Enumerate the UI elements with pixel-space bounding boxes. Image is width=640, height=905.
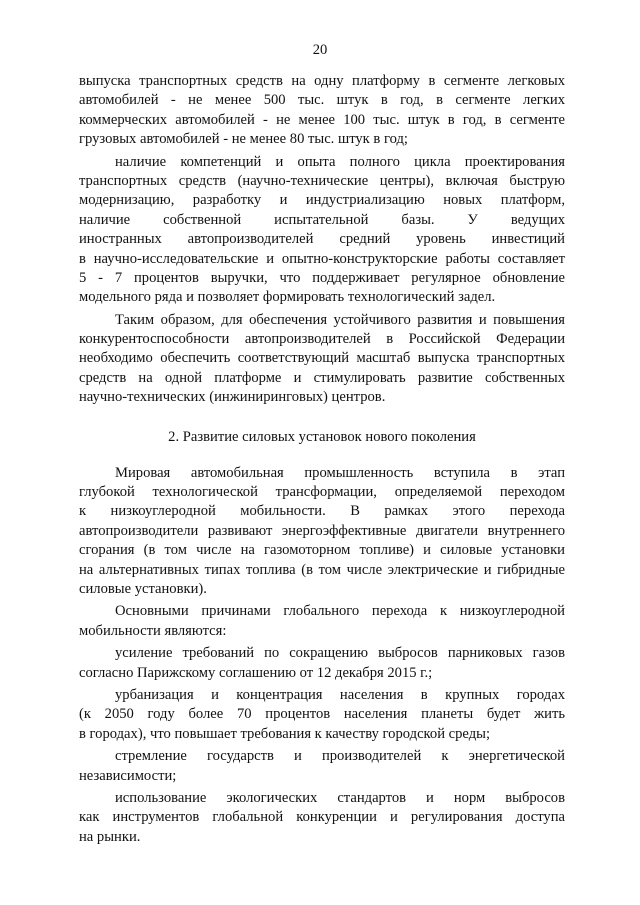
text-line: модернизацию, разработку и индустриализацию новых платформ,	[79, 192, 565, 209]
text-line: конкурентоспособности автопроизводителей в Российской Федерации	[79, 331, 565, 348]
engineering-competence-paragraph	[79, 153, 565, 308]
text-line: Мировая автомобильная промышленность вступила в этап	[115, 464, 565, 481]
text-line: как инструментов глобальной конкуренции и регулирования доступа	[79, 809, 565, 826]
text-line: Основными причинами глобального перехода к низкоуглеродной	[115, 603, 565, 620]
text-line: средств на одной платформе и стимулировать развитие собственных	[79, 369, 565, 386]
text-line: наличие собственной испытательной базы. У ведущих	[79, 211, 565, 228]
reasons-intro-paragraph	[79, 602, 565, 641]
text-line: сгорания (в том числе на газомоторном топливе) и силовые установки	[79, 542, 565, 559]
text-line: согласно Парижскому соглашению от 12 декабря 2015 г.;	[79, 664, 433, 681]
text-line: глубокой технологической трансформации, определяемой переходом	[79, 484, 565, 501]
text-line: использование экологических стандартов и норм выбросов	[115, 789, 565, 806]
text-line: стремление государств и производителей к энергетической	[115, 748, 565, 765]
document-body	[79, 72, 565, 847]
text-line: мобильности являются:	[79, 622, 227, 639]
text-line: необходимо обеспечить соответствующий масштаб выпуска транспортных	[79, 350, 565, 367]
text-line: в научно-исследовательские и опытно-конструкторские работы составляет	[79, 250, 565, 267]
text-line: грузовых автомобилей - не менее 80 тыс. штук в год;	[79, 131, 408, 148]
text-line: автомобилей - не менее 500 тыс. штук в год, в сегменте легких	[79, 92, 565, 109]
emissions-requirements-item	[79, 644, 565, 683]
text-line: на альтернативных типах топлива (в том числе электрические и гибридные	[79, 561, 565, 578]
platform-volume-text	[79, 72, 565, 150]
text-line: урбанизация и концентрация населения в крупных городах	[115, 686, 565, 703]
text-line: независимости;	[79, 767, 177, 784]
text-line: усиление требований по сокращению выбросов парниковых газов	[115, 645, 565, 662]
paragraph-group-top	[79, 72, 565, 408]
text-line: иностранных автопроизводителей средний уровень инвестиций	[79, 231, 565, 248]
text-line: выпуска транспортных средств на одну платформу в сегменте легковых	[79, 73, 565, 89]
text-line: автопроизводители развивают энергоэффективные двигатели внутреннего	[79, 522, 565, 539]
conclusion-paragraph	[79, 311, 565, 408]
text-line: наличие компетенций и опыта полного цикла проектирования	[115, 153, 565, 170]
text-line: на рынки.	[79, 828, 141, 845]
text-line: к низкоуглеродной мобильности. В рамках этого перехода	[79, 503, 565, 520]
environmental-standards-item	[79, 789, 565, 847]
page-number: 20	[312, 42, 328, 58]
text-line: (к 2050 году более 70 процентов населения планеты будет жить	[79, 706, 565, 723]
text-line: в городах), что повышает требования к качеству городской среды;	[79, 725, 491, 742]
industry-transformation-paragraph	[79, 464, 565, 600]
section-heading: 2. Развитие силовых установок нового поколения	[168, 428, 476, 445]
text-line: модельного ряда и позволяет формировать технологический задел.	[79, 289, 496, 306]
text-line: силовые установки).	[79, 580, 207, 597]
urbanization-item	[79, 686, 565, 744]
paragraph-group-section	[79, 464, 565, 847]
text-line: научно-технических (инжиниринговых) центров.	[79, 389, 386, 406]
text-line: Таким образом, для обеспечения устойчивого развития и повышения	[115, 311, 565, 328]
text-line: транспортных средств (научно-технические центры), включая быструю	[79, 172, 565, 189]
text-line: 5 - 7 процентов выручки, что поддерживает регулярное обновление	[79, 269, 565, 286]
energy-independence-item	[79, 747, 565, 786]
text-line: коммерческих автомобилей - не менее 100 тыс. штук в год, в сегменте	[79, 111, 565, 128]
